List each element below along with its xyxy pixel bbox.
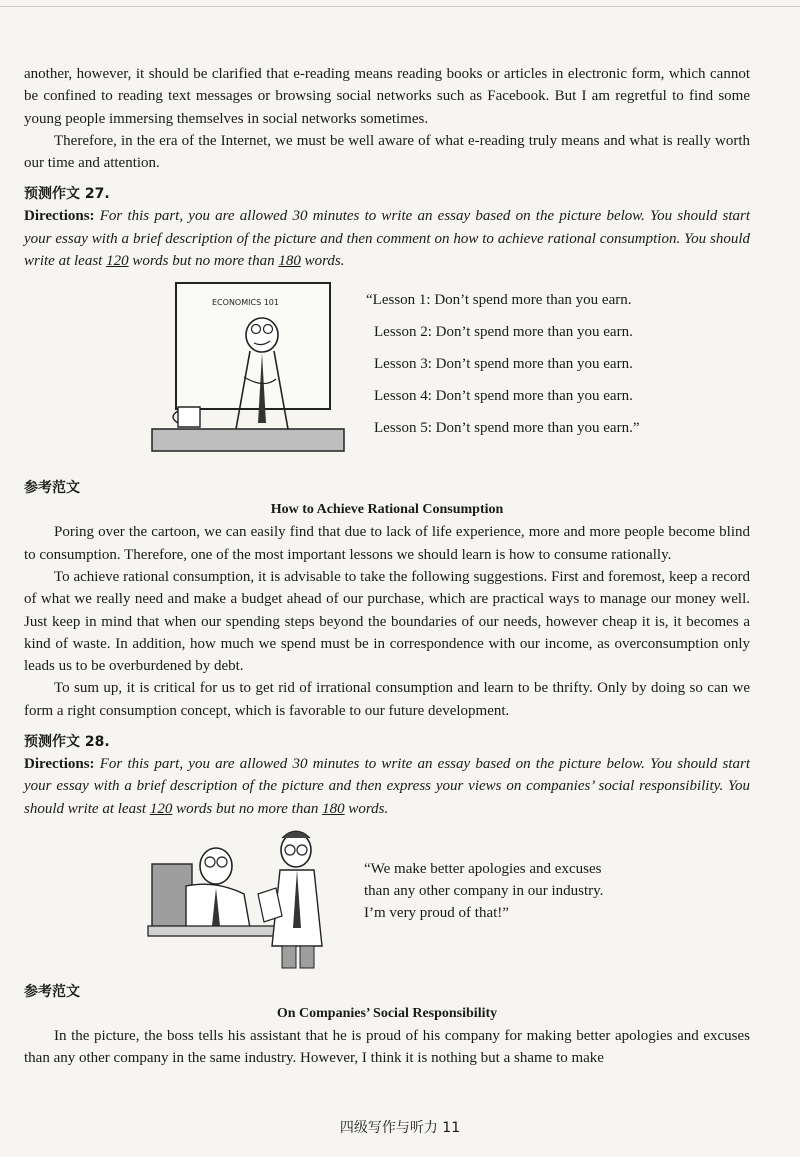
lesson-line: Lesson 2: Don’t spend more than you earn. (374, 324, 633, 341)
sample27-title: How to Achieve Rational Consumption (270, 502, 504, 518)
directions-label: Directions: (24, 756, 95, 773)
task27-directions: Directions: For this part, you are allowed 30 minutes to write an essay based on the picture below. You should start your essay with a brief description of the picture and then comment on how to achieve rational consumption. You should write at least 120 words but no more than 180 words. (24, 208, 750, 270)
sample28-title: On Companies’ Social Responsibility (276, 1005, 498, 1021)
lesson-line: Lesson 4: Don’t spend more than you earn. (374, 388, 633, 405)
lessons-quote (366, 284, 640, 444)
page-footer: 四级写作与听力 11 (339, 1120, 461, 1136)
board-text: ECONOMICS 101 (212, 298, 279, 308)
sample27-paragraph: Poring over the cartoon, we can easily find that due to lack of life experience, more and more people become blind to consumption. Therefore, one of the most important lessons we should learn is how to consume rationally. (24, 524, 750, 563)
quote-line: I’m very proud of that!” (364, 904, 509, 921)
max-words: 180 (322, 800, 345, 817)
min-words: 120 (149, 800, 173, 817)
intro-paragraph-2: Therefore, in the era of the Internet, we must be well aware of what e-reading truly means and what is really worth our time and attention. (24, 132, 750, 172)
sample28-heading: 参考范文 (24, 983, 80, 1000)
quote-line: “We make better apologies and excuses (364, 860, 602, 877)
economics-cartoon (150, 281, 350, 461)
intro-paragraph-1: another, however, it should be clarified that e-reading means reading books or articles in electronic form, which cannot be confined to reading text messages or browsing social networks such as Facebook. But I am regretful to find some young people immersing themselves in social networks sometimes. (24, 66, 750, 127)
lesson-line: Lesson 3: Don’t spend more than you earn. (374, 356, 633, 373)
task28-directions: Directions: For this part, you are allowed 30 minutes to write an essay based on the picture below. You should start your essay with a brief description of the picture and then express your views on companies’ social responsibility. You should write at least 120 words but no more than 180 words. (24, 756, 750, 817)
sample28-paragraph: In the picture, the boss tells his assistant that he is proud of his company for making better apologies and excuses than any other company in the same industry. However, I think it is nothing but a shame to make (24, 1027, 750, 1067)
quote-line: than any other company in our industry. (364, 882, 604, 899)
boss-quote (364, 858, 603, 924)
max-words: 180 (278, 253, 301, 270)
task28-figure (24, 820, 750, 972)
directions-label: Directions: (24, 208, 95, 225)
page-content (24, 63, 750, 1070)
sample27-paragraph: To sum up, it is critical for us to get rid of irrational consumption and learn to be thrifty. Only by doing so can we form a right consumption concept, which is favorable to our future development. (24, 680, 750, 719)
boss-assistant-cartoon (146, 824, 336, 970)
task28-heading: 预测作文 28. (24, 734, 110, 751)
sample27-heading: 参考范文 (24, 480, 80, 497)
min-words: 120 (106, 253, 129, 270)
task27-figure (24, 272, 750, 468)
lesson-line: Lesson 5: Don’t spend more than you earn.” (374, 420, 640, 437)
top-rule (0, 6, 800, 7)
lesson-line: “Lesson 1: Don’t spend more than you earn. (366, 292, 632, 309)
task27-heading: 预测作文 27. (24, 186, 110, 203)
sample27-paragraph: To achieve rational consumption, it is advisable to take the following suggestions. First and foremost, keep a record of what we really need and make a budget ahead of our purchase, which are practical ways to manage our money well. Just keep in mind that when our spending steps beyond the boundaries of our needs, however cheap it is, it becomes a kind of waste. In addition, how much we spend must be in correspondence with our income, as overconsumption only leads us to be overburdened by debt. (24, 568, 750, 675)
